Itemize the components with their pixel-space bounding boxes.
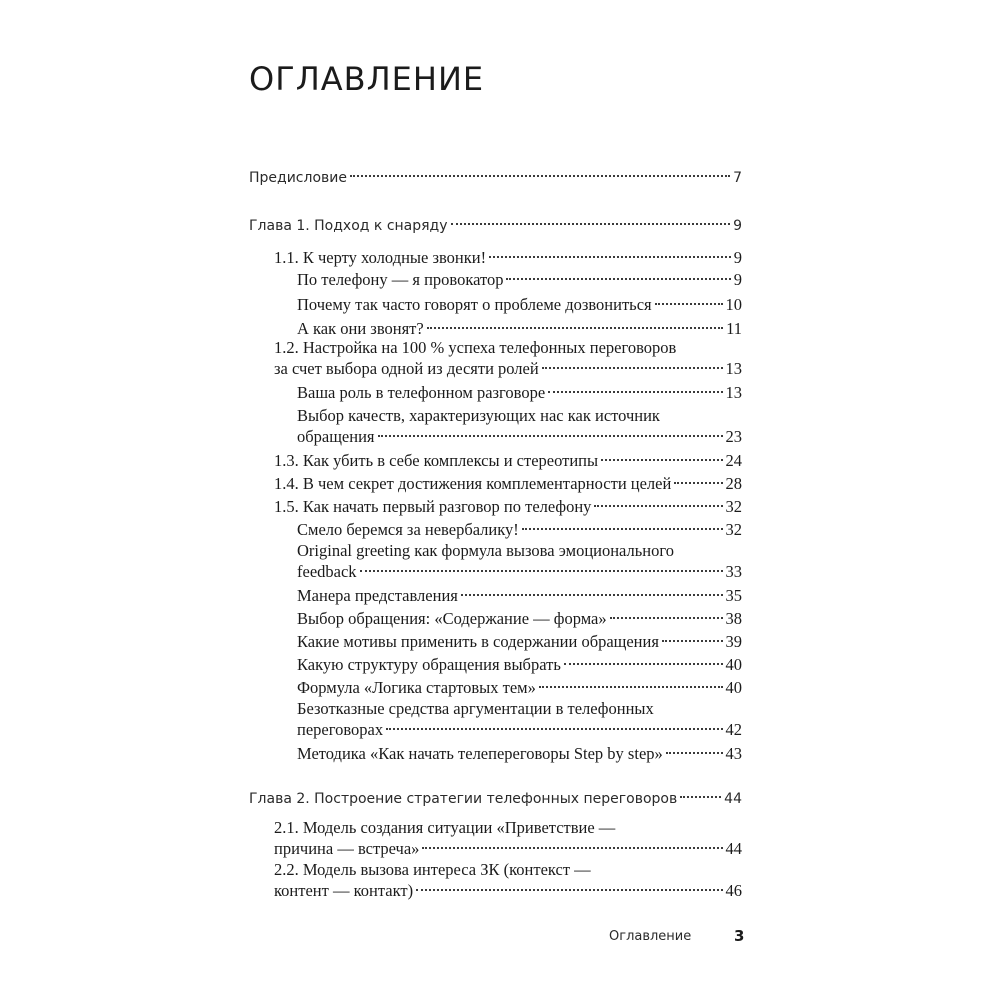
toc-entry-title-line1: Original greeting как формула вызова эмоционального — [297, 541, 674, 560]
toc-entry-page: 24 — [725, 451, 742, 470]
toc-entry[interactable] — [249, 788, 742, 810]
toc-entry-title: Глава 2. Построение стратегии телефонных переговоров — [249, 791, 678, 807]
toc-entry-page: 13 — [725, 383, 742, 402]
dot-leader — [564, 663, 723, 665]
dot-leader — [506, 278, 730, 280]
dot-leader — [610, 617, 723, 619]
toc-entry-page: 40 — [725, 655, 742, 674]
toc-entry[interactable] — [297, 406, 742, 448]
toc-entry-title: feedback — [297, 562, 357, 581]
toc-entry[interactable] — [297, 631, 742, 653]
dot-leader — [542, 367, 723, 369]
toc-entry[interactable] — [297, 519, 742, 541]
page-number: 3 — [734, 927, 745, 945]
toc-entry-page: 10 — [725, 295, 742, 314]
toc-entry-title: Смело беремся за невербалику! — [297, 520, 519, 539]
toc-entry[interactable] — [297, 677, 742, 699]
toc-entry[interactable] — [274, 338, 742, 380]
toc-entry-title: обращения — [297, 427, 375, 446]
toc-entry[interactable] — [297, 743, 742, 765]
toc-entry-page: 32 — [725, 497, 742, 516]
dot-leader — [451, 223, 731, 225]
toc-entry-title: причина — встреча» — [274, 839, 420, 858]
toc-entry-page: 44 — [725, 839, 742, 858]
toc-entry-title: Манера представления — [297, 586, 458, 605]
toc-entry-title-line1: 1.2. Настройка на 100 % успеха телефонных переговоров — [274, 338, 677, 357]
toc-entry-title: Методика «Как начать телепереговоры Step by step» — [297, 744, 663, 763]
toc-entry-title: контент — контакт) — [274, 881, 414, 900]
toc-entry[interactable] — [274, 450, 742, 472]
toc-entry[interactable] — [249, 167, 742, 189]
page-title: ОГЛАВЛЕНИЕ — [249, 60, 485, 98]
toc-entry-title: Предисловие — [249, 170, 347, 186]
toc-entry-title-line1: 2.2. Модель вызова интереса ЗК (контекст — — [274, 860, 591, 879]
dot-leader — [350, 175, 730, 177]
toc-entry-title-line1: 2.1. Модель создания ситуации «Приветствие — — [274, 818, 616, 837]
toc-entry[interactable] — [297, 318, 742, 340]
toc-entry-title: Почему так часто говорят о проблеме дозвониться — [297, 295, 652, 314]
toc-entry[interactable] — [297, 585, 742, 607]
toc-entry[interactable] — [297, 654, 742, 676]
toc-entry-title: Какую структуру обращения выбрать — [297, 655, 561, 674]
toc-entry-page: 43 — [725, 744, 742, 763]
toc-entry-page: 28 — [725, 474, 742, 493]
toc-entry-page: 38 — [725, 609, 742, 628]
toc-entry[interactable] — [274, 247, 742, 269]
dot-leader — [378, 435, 723, 437]
toc-entry-title: Формула «Логика стартовых тем» — [297, 678, 536, 697]
toc-entry-title: 1.1. К черту холодные звонки! — [274, 248, 487, 267]
toc-entry-page: 32 — [725, 520, 742, 539]
toc-entry[interactable] — [297, 608, 742, 630]
toc-entry[interactable] — [274, 860, 742, 902]
dot-leader — [655, 303, 723, 305]
toc-entry[interactable] — [274, 473, 742, 495]
dot-leader — [360, 570, 723, 572]
toc-entry[interactable] — [297, 269, 742, 291]
running-footer-label: Оглавление — [609, 929, 692, 944]
dot-leader — [548, 391, 722, 393]
toc-entry-title-line1: Безотказные средства аргументации в телефонных — [297, 699, 654, 718]
toc-entry[interactable] — [297, 294, 742, 316]
dot-leader — [422, 847, 722, 849]
toc-entry-page: 7 — [733, 170, 742, 186]
dot-leader — [489, 256, 731, 258]
toc-entry-page: 46 — [725, 881, 742, 900]
toc-entry-page: 42 — [725, 720, 742, 739]
toc-entry-title: за счет выбора одной из десяти ролей — [274, 359, 539, 378]
toc-entry-page: 39 — [725, 632, 742, 651]
toc-entry-page: 9 — [733, 248, 742, 267]
dot-leader — [416, 889, 722, 891]
dot-leader — [601, 459, 722, 461]
toc-entry-page: 33 — [725, 562, 742, 581]
dot-leader — [522, 528, 723, 530]
dot-leader — [666, 752, 723, 754]
toc-entry-title: Выбор обращения: «Содержание — форма» — [297, 609, 607, 628]
toc-entry-title: 1.3. Как убить в себе комплексы и стереотипы — [274, 451, 599, 470]
toc-entry-title: Ваша роль в телефонном разговоре — [297, 383, 546, 402]
dot-leader — [386, 728, 722, 730]
toc-entry-page: 11 — [726, 319, 742, 338]
toc-entry-title: переговорах — [297, 720, 384, 739]
toc-entry-page: 44 — [724, 791, 742, 807]
toc-entry[interactable] — [297, 699, 742, 741]
toc-entry[interactable] — [249, 215, 742, 237]
toc-entry-page: 35 — [725, 586, 742, 605]
dot-leader — [662, 640, 723, 642]
toc-entry-page: 13 — [725, 359, 742, 378]
toc-entry-page: 9 — [733, 218, 742, 234]
toc-entry[interactable] — [274, 496, 742, 518]
dot-leader — [594, 505, 722, 507]
toc-entry-title: А как они звонят? — [297, 319, 424, 338]
dot-leader — [461, 594, 723, 596]
toc-entry[interactable] — [297, 382, 742, 404]
dot-leader — [539, 686, 723, 688]
toc-entry-title: 1.4. В чем секрет достижения комплементарности целей — [274, 474, 672, 493]
toc-entry[interactable] — [274, 818, 742, 860]
toc-entry-title: Глава 1. Подход к снаряду — [249, 218, 448, 234]
toc-entry-title: По телефону — я провокатор — [297, 270, 504, 289]
dot-leader — [680, 796, 721, 798]
toc-entry-title-line1: Выбор качеств, характеризующих нас как источник — [297, 406, 660, 425]
toc-entry-page: 23 — [725, 427, 742, 446]
toc-entry-title: Какие мотивы применить в содержании обращения — [297, 632, 659, 651]
dot-leader — [427, 327, 723, 329]
toc-entry[interactable] — [297, 541, 742, 583]
toc-entry-page: 40 — [725, 678, 742, 697]
toc-entry-page: 9 — [733, 270, 742, 289]
dot-leader — [674, 482, 722, 484]
toc-entry-title: 1.5. Как начать первый разговор по телефону — [274, 497, 592, 516]
